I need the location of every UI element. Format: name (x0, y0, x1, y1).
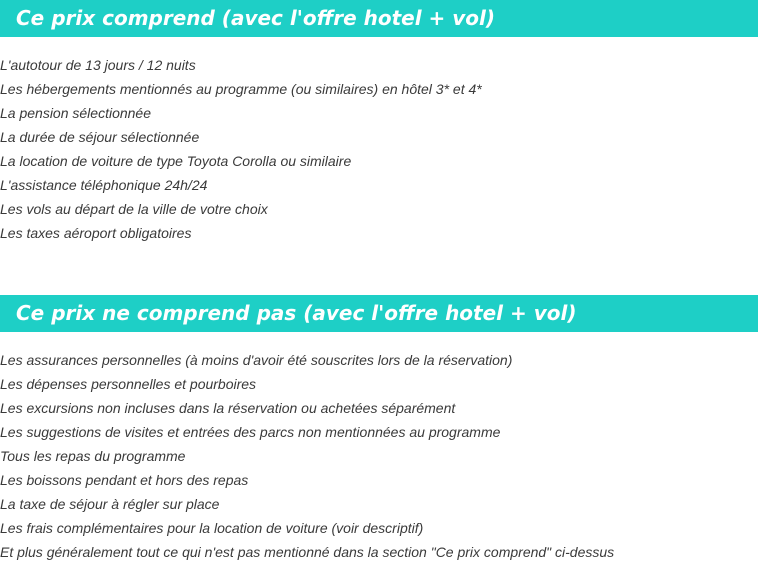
list-item: Les frais complémentaires pour la location de voiture (voir descriptif) (0, 520, 424, 536)
list-item: Les hébergements mentionnés au programme (ou similaires) en hôtel 3* et 4* (0, 81, 482, 97)
list-item: L'assistance téléphonique 24h/24 (0, 177, 208, 193)
list-item: Les assurances personnelles (à moins d'avoir été souscrites lors de la réservation) (0, 352, 513, 368)
list-item: Et plus généralement tout ce qui n'est pas mentionné dans la section "Ce prix comprend" ci-dessus (0, 544, 615, 560)
list-item: Tous les repas du programme (0, 448, 186, 464)
list-item: L'autotour de 13 jours / 12 nuits (0, 57, 196, 73)
price-excludes-list (0, 348, 614, 564)
list-item: Les vols au départ de la ville de votre choix (0, 201, 268, 217)
list-item: Les dépenses personnelles et pourboires (0, 376, 257, 392)
list-item: La durée de séjour sélectionnée (0, 129, 200, 145)
list-item: Les excursions non incluses dans la réservation ou achetées séparément (0, 400, 456, 416)
list-item: Les boissons pendant et hors des repas (0, 472, 249, 488)
price-includes-list (0, 53, 482, 245)
section-title-price-excludes: Ce prix ne comprend pas (avec l'offre hotel + vol) (0, 295, 758, 332)
list-item: La pension sélectionnée (0, 105, 152, 121)
list-item: Les taxes aéroport obligatoires (0, 225, 192, 241)
list-item: La location de voiture de type Toyota Corolla ou similaire (0, 153, 352, 169)
list-item: La taxe de séjour à régler sur place (0, 496, 220, 512)
section-title-price-includes: Ce prix comprend (avec l'offre hotel + vol) (0, 0, 758, 37)
list-item: Les suggestions de visites et entrées des parcs non mentionnées au programme (0, 424, 501, 440)
